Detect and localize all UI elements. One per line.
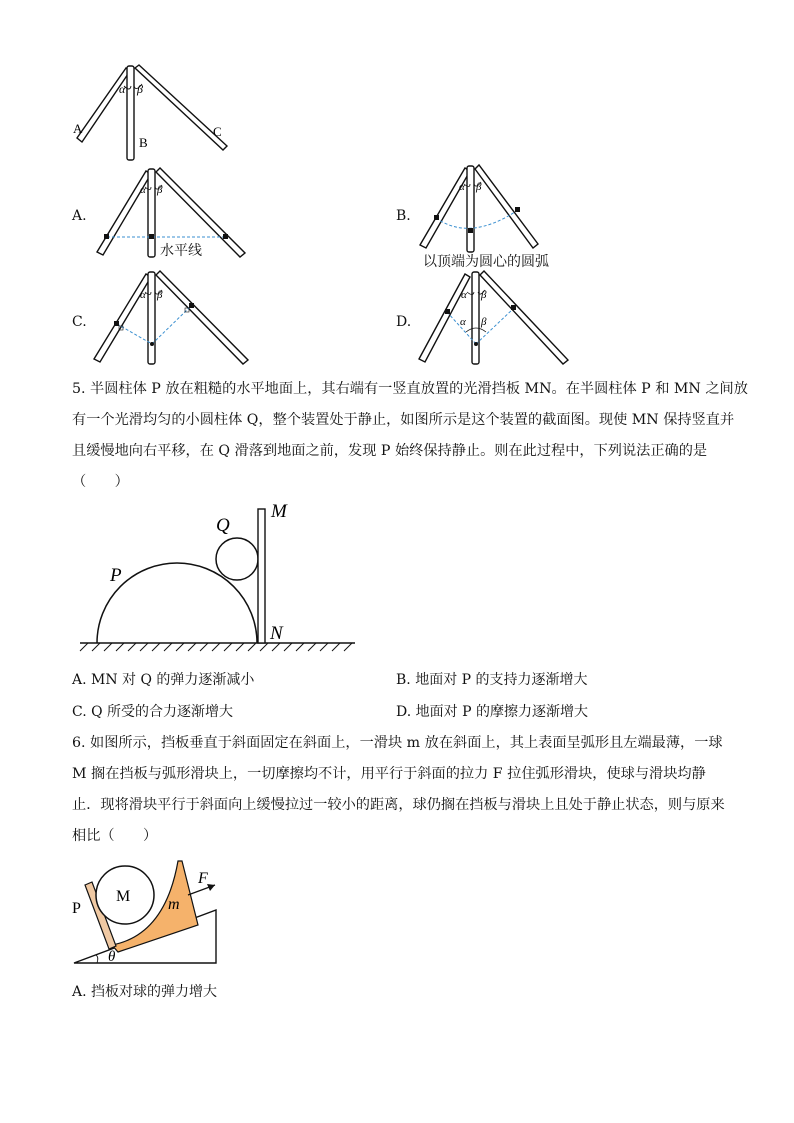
- alpha-label: α: [459, 181, 465, 193]
- label-ball-m: M: [116, 888, 131, 905]
- q5-option-b: B. 地面对 P 的支持力逐渐增大: [396, 672, 588, 688]
- q6-line-3: 止．现将滑块平行于斜面向上缓慢拉过一较小的距离，球仍搁在挡板与滑块上且处于静止状态，则与原来: [72, 797, 725, 813]
- option-a-letter: A.: [72, 208, 87, 224]
- beta-label: β: [157, 184, 163, 196]
- arc-note: 以顶端为圆心的圆弧: [423, 254, 549, 270]
- q5-option-a: A. MN 对 Q 的弹力逐渐减小: [72, 672, 255, 688]
- q6-line-2: M 搁在挡板与弧形滑块上，一切摩擦均不计，用平行于斜面的拉力 F 拉住弧形滑块，使球与滑块均静: [72, 766, 706, 782]
- q5-line-1: 5. 半圆柱体 P 放在粗糙的水平地面上，其右端有一竖直放置的光滑挡板 MN。在半圆柱体 P 和 MN 之间放: [72, 381, 748, 397]
- q5-line-4: （ ）: [72, 474, 129, 490]
- q6-line-4: 相比（ ）: [72, 828, 158, 844]
- question-6-text: [72, 728, 732, 852]
- q5-line-2: 有一个光滑均匀的小圆柱体 Q，整个装置处于静止，如图所示是这个装置的截面图。现使 MN 保持竖直并: [72, 412, 735, 428]
- figure-option-b: [410, 160, 580, 255]
- rod-c-label: C: [213, 124, 222, 139]
- beta-label: β: [157, 289, 163, 301]
- label-m: M: [271, 501, 287, 522]
- option-b-letter: B.: [396, 208, 411, 224]
- beta-label: β: [137, 82, 143, 96]
- label-plank-p: P: [72, 900, 81, 917]
- horizontal-line-note: 水平线: [160, 243, 202, 259]
- alpha-label: α: [119, 82, 126, 96]
- label-theta: θ: [108, 949, 116, 965]
- q5-line-3: 且缓慢地向右平移，在 Q 滑落到地面之前，发现 P 始终保持静止。则在此过程中，下列说法正确的是: [72, 443, 708, 459]
- label-p: P: [110, 565, 122, 586]
- label-force-f: F: [198, 870, 208, 887]
- beta-label: β: [476, 181, 482, 193]
- figure-option-d: [410, 268, 580, 368]
- option-c-letter: C.: [72, 314, 87, 330]
- q5-option-c: C. Q 所受的合力逐渐增大: [72, 704, 234, 720]
- alpha-label: α: [140, 184, 146, 196]
- alpha-label: α: [461, 289, 467, 301]
- beta-label-lower: β: [481, 316, 487, 328]
- alpha-label: α: [140, 289, 146, 301]
- q5-option-d: D. 地面对 P 的摩擦力逐渐增大: [396, 704, 588, 720]
- beta-label: β: [481, 289, 487, 301]
- figure-q6-incline: [70, 855, 230, 970]
- figure-option-c: [85, 268, 255, 368]
- figure-three-rods: [60, 60, 240, 165]
- rod-a-label: A: [73, 121, 83, 136]
- figure-q5-cylinders: [75, 495, 360, 660]
- question-5-text: [72, 374, 748, 498]
- label-block-m: m: [168, 896, 180, 913]
- q6-line-1: 6. 如图所示，挡板垂直于斜面固定在斜面上，一滑块 m 放在斜面上，其上表面呈弧形且左端最薄，一球: [72, 735, 723, 751]
- q6-option-a: A. 挡板对球的弹力增大: [72, 984, 218, 1000]
- label-n: N: [270, 623, 283, 644]
- label-q: Q: [216, 515, 230, 536]
- rod-b-label: B: [139, 135, 148, 150]
- alpha-label-lower: α: [460, 316, 466, 328]
- option-d-letter: D.: [396, 314, 412, 330]
